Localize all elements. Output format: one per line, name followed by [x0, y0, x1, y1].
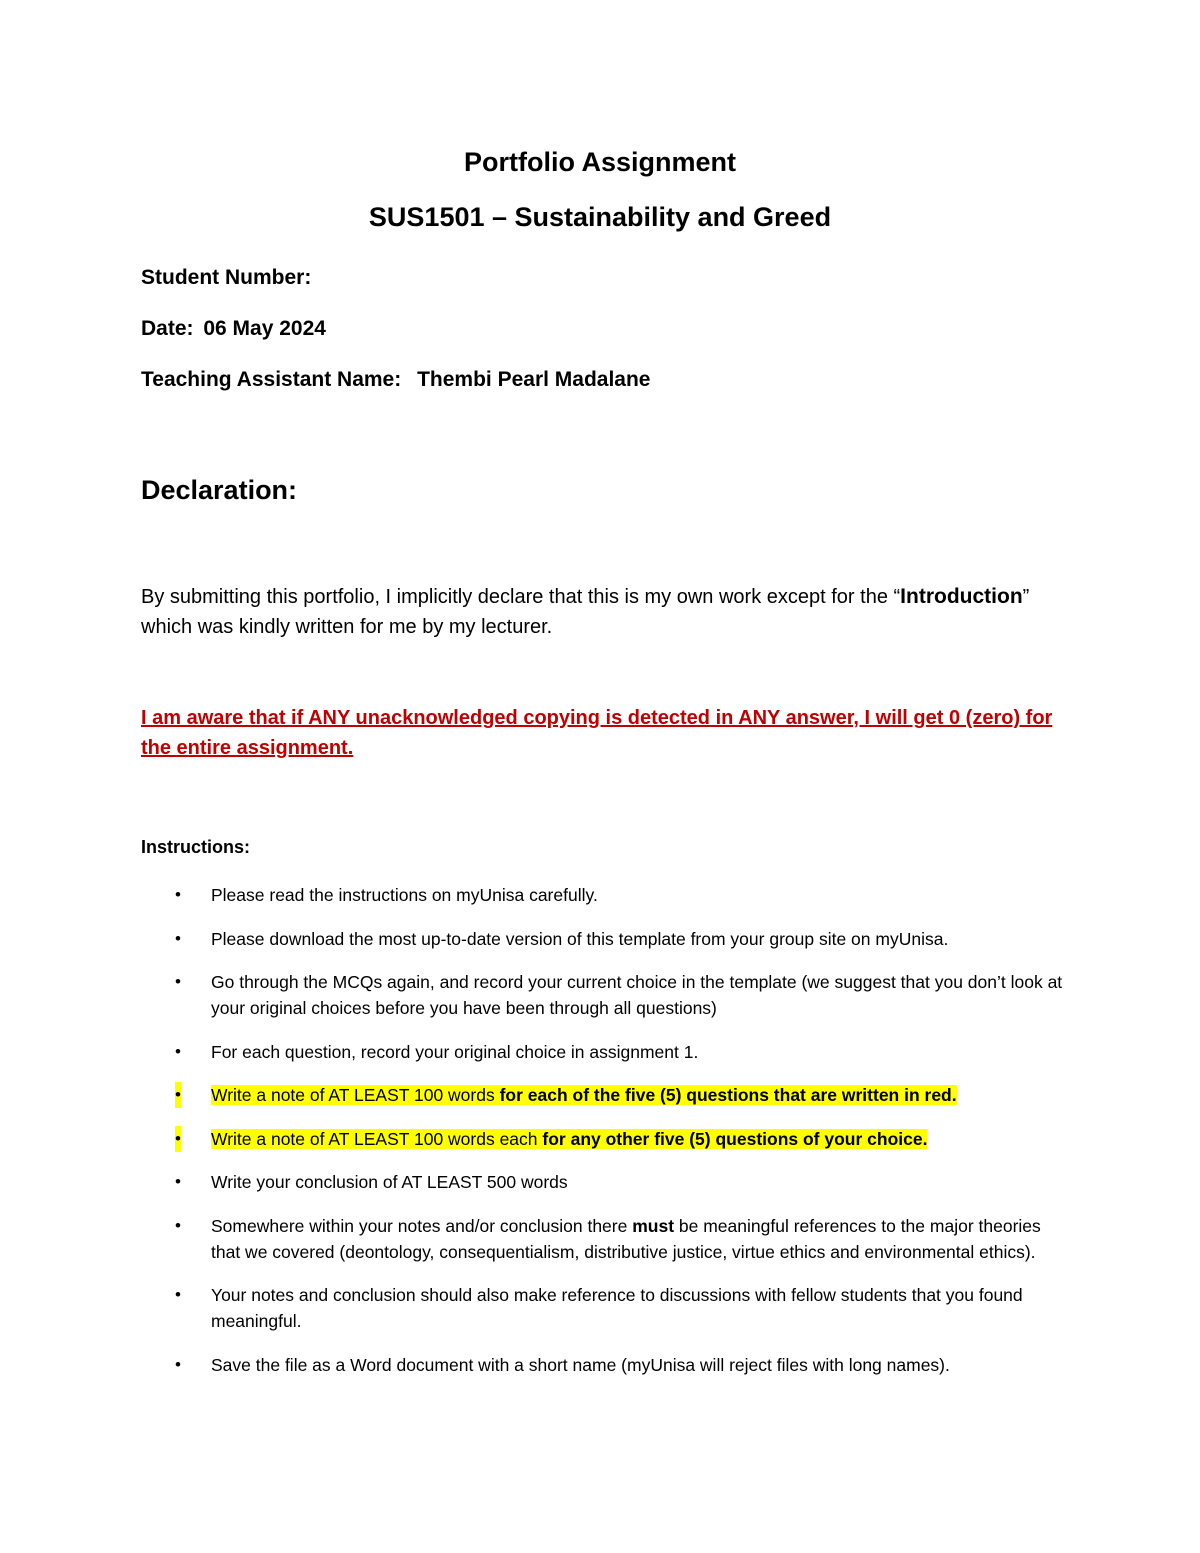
- bullet-icon: •: [175, 1082, 181, 1108]
- list-item-text: Save the file as a Word document with a short name (myUnisa will reject files with long names).: [211, 1354, 950, 1375]
- instructions-list: [141, 882, 1071, 1395]
- document-subtitle: SUS1501 – Sustainability and Greed: [368, 202, 832, 232]
- bullet-icon: •: [175, 1172, 181, 1191]
- list-item-text: Write a note of AT LEAST 100 words each: [211, 1128, 543, 1149]
- teaching-assistant-name: Thembi Pearl Madalane: [417, 368, 651, 391]
- list-item-text: Write a note of AT LEAST 100 words: [211, 1085, 500, 1105]
- bullet-icon: •: [175, 1285, 181, 1304]
- student-number-field: [141, 265, 311, 291]
- list-item: [141, 1039, 1071, 1065]
- list-item: [141, 1213, 1071, 1265]
- instructions-heading: Instructions:: [141, 837, 251, 857]
- list-item-text-after: be meaningful references to the major theories that we covered (deontology, consequentialism, distributive justice, virtue ethics and environmental ethics).: [211, 1215, 1041, 1262]
- declaration-text-part1: By submitting this portfolio, I implicitly declare that this is my own work except for the “: [141, 586, 901, 608]
- bullet-icon: •: [175, 1041, 181, 1061]
- teaching-assistant-field: [141, 367, 651, 393]
- date-field: [141, 316, 326, 342]
- bullet-icon: •: [175, 1126, 181, 1152]
- list-item-text: Please download the most up-to-date version of this template from your group site on myUnisa.: [211, 928, 949, 949]
- list-item-highlighted: [141, 1126, 1071, 1152]
- list-item-text-bold: must: [632, 1215, 675, 1236]
- list-item-text: Somewhere within your notes and/or conclusion there: [211, 1215, 633, 1236]
- list-item: [141, 1352, 1071, 1378]
- list-item-text: Go through the MCQs again, and record your current choice in the template (we suggest that you don’t look at your original choices before you have been through all questions): [211, 972, 1063, 1018]
- bullet-icon: •: [175, 1215, 181, 1235]
- list-item-text-bold: for any other five (5) questions of your choice.: [542, 1128, 928, 1149]
- list-item-highlighted: [141, 1082, 1071, 1108]
- document-title: Portfolio Assignment: [463, 147, 736, 177]
- student-number-label: Student Number:: [141, 266, 312, 289]
- declaration-text-bold: Introduction: [900, 585, 1023, 608]
- bullet-icon: •: [175, 885, 181, 904]
- list-item: [141, 1169, 1071, 1195]
- list-item-text-bold: for each of the five (5) questions that are written in red.: [499, 1085, 957, 1105]
- list-item: [141, 926, 1071, 952]
- date-value: 06 May 2024: [203, 317, 326, 340]
- list-item-text: For each question, record your original choice in assignment 1.: [211, 1041, 699, 1062]
- list-item: [141, 882, 1071, 908]
- list-item-text: Your notes and conclusion should also make reference to discussions with fellow students that you found meaningful.: [211, 1285, 1023, 1331]
- declaration-heading: Declaration:: [141, 475, 298, 505]
- bullet-icon: •: [175, 1354, 181, 1374]
- date-label: Date:: [141, 317, 194, 340]
- list-item: [141, 1282, 1071, 1334]
- list-item-text: Please read the instructions on myUnisa carefully.: [211, 885, 598, 905]
- list-item-text: Write your conclusion of AT LEAST 500 words: [211, 1172, 568, 1192]
- declaration-text: [141, 582, 1061, 642]
- bullet-icon: •: [175, 972, 181, 991]
- bullet-icon: •: [175, 928, 181, 948]
- declaration-text-part2: ” which was kindly written for me by my lecturer.: [141, 586, 1030, 638]
- teaching-assistant-label: Teaching Assistant Name:: [141, 368, 402, 391]
- plagiarism-warning: I am aware that if ANY unacknowledged copying is detected in ANY answer, I will get 0 (zero) for the entire assignment.: [141, 707, 1053, 759]
- list-item: [141, 969, 1071, 1021]
